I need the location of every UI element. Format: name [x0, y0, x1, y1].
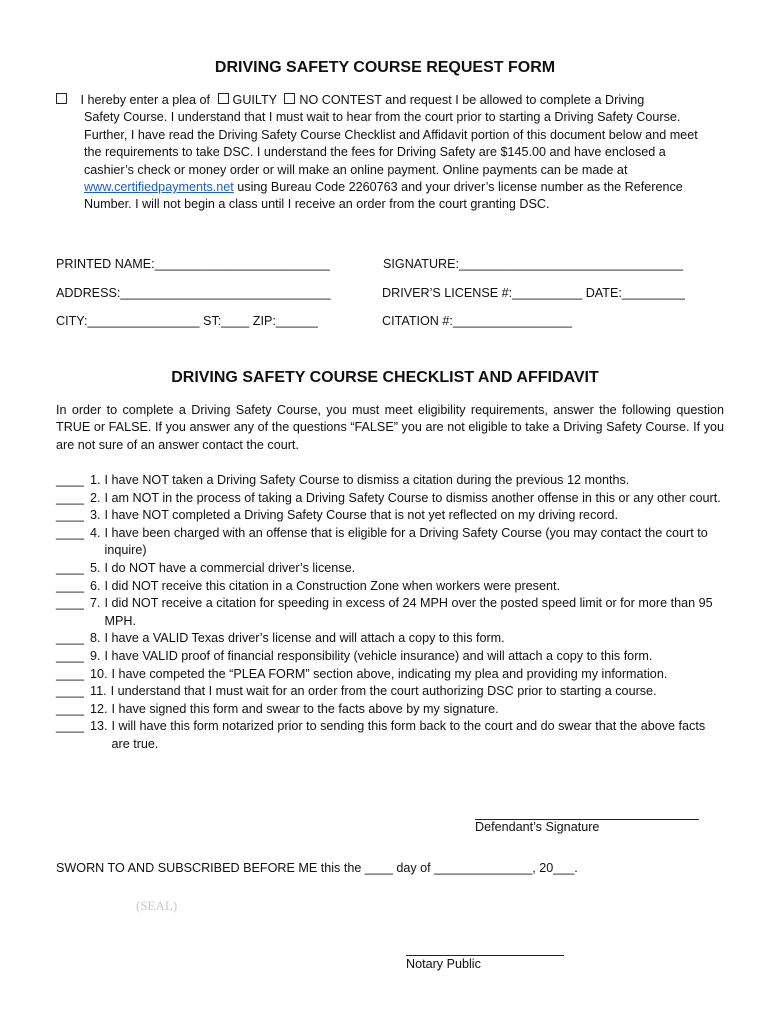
checklist-item [56, 666, 724, 684]
checklist-item [56, 701, 724, 719]
checklist-item [56, 525, 724, 560]
answer-blank[interactable]: ____ [56, 525, 85, 540]
checklist-item [56, 560, 724, 578]
checklist-item [56, 595, 724, 630]
citation-field[interactable]: CITATION #:_________________ [382, 314, 572, 328]
plea-checkbox[interactable] [56, 93, 67, 104]
plea-body-text: Safety Course. I understand that I must wait to hear from the court prior to starting a Driving Safety Course. Further, I have read the Driving Safety Course Checklist and Affidavit portion of this document below and meet the requirements to take DSC. I understand the fees for Driving Safety are $145.00 and have enclosed a cashier’s check or money order or will make an online payment. Online payments can be made at [84, 110, 698, 177]
checklist-item [56, 683, 724, 701]
item-number: 7. [90, 596, 101, 611]
sworn-statement: SWORN TO AND SUBSCRIBED BEFORE ME this the ____ day of ______________, 20___. [56, 861, 578, 875]
answer-blank[interactable]: ____ [56, 631, 85, 646]
answer-blank[interactable]: ____ [56, 596, 85, 611]
plea-prefix: I hereby enter a plea of [80, 93, 211, 107]
drivers-license-date-field[interactable]: DRIVER’S LICENSE #:__________ DATE:_________ [382, 286, 685, 300]
item-text: I have signed this form and swear to the facts above by my signature. [111, 701, 499, 716]
checklist-item [56, 507, 724, 525]
plea-first-line [56, 92, 716, 109]
item-text: I do NOT have a commercial driver’s license. [104, 560, 356, 575]
city-state-zip-field[interactable]: CITY:________________ ST:____ ZIP:______ [56, 314, 318, 328]
item-number: 13. [90, 719, 108, 734]
item-text: I have a VALID Texas driver’s license and will attach a copy to this form. [104, 631, 505, 646]
checklist-intro: In order to complete a Driving Safety Course, you must meet eligibility requirements, answer the following question TRUE or FALSE. If you answer any of the questions “FALSE” you are not eligible to take a Driving Safety Course. If you are not sure of an answer contact the court. [56, 403, 724, 452]
answer-blank[interactable]: ____ [56, 684, 85, 699]
item-text: I have VALID proof of financial responsibility (vehicle insurance) and will attach a copy to this form. [104, 648, 653, 663]
item-number: 5. [90, 560, 101, 575]
guilty-label: GUILTY [232, 93, 277, 107]
notary-seal-placeholder: (SEAL) [136, 898, 178, 913]
payment-link[interactable]: www.certifiedpayments.net [84, 180, 234, 195]
item-text: I have NOT taken a Driving Safety Course to dismiss a citation during the previous 12 months. [104, 473, 630, 487]
item-number: 1. [90, 473, 101, 487]
checklist-item [56, 472, 724, 490]
plea-body-text-end: using Bureau Code 2260763 and your driver’s license number as the Reference Number. I will not begin a class until I receive an order from the court granting DSC. [84, 180, 683, 212]
checklist-item [56, 630, 724, 648]
item-text: I will have this form notarized prior to sending this form back to the court and do swear that the above facts are true. [111, 719, 706, 751]
answer-blank[interactable]: ____ [56, 666, 85, 681]
item-number: 6. [90, 578, 101, 593]
plea-paragraph [56, 92, 716, 214]
no-contest-checkbox[interactable] [284, 93, 295, 104]
item-number: 12. [90, 701, 108, 716]
item-text: I did NOT receive a citation for speeding in excess of 24 MPH over the posted speed limit or for more than 95 MPH. [104, 596, 713, 628]
notary-public-label: Notary Public [406, 957, 481, 971]
answer-blank[interactable]: ____ [56, 508, 85, 523]
item-number: 8. [90, 631, 101, 646]
checklist-item [56, 648, 724, 666]
item-number: 4. [90, 525, 101, 540]
no-contest-label: NO CONTEST [299, 93, 382, 107]
answer-blank[interactable]: ____ [56, 719, 85, 734]
checklist-title: DRIVING SAFETY COURSE CHECKLIST AND AFFIDAVIT [171, 369, 599, 386]
answer-blank[interactable]: ____ [56, 473, 85, 487]
item-number: 10. [90, 666, 108, 681]
item-text: I have been charged with an offense that is eligible for a Driving Safety Course (you may contact the court to inquire) [104, 525, 708, 558]
answer-blank[interactable]: ____ [56, 701, 85, 716]
checklist-items [56, 472, 724, 754]
guilty-checkbox[interactable] [218, 93, 229, 104]
item-number: 9. [90, 648, 101, 663]
answer-blank[interactable]: ____ [56, 560, 85, 575]
notary-signature-line[interactable] [406, 955, 564, 956]
checklist-item [56, 578, 724, 596]
item-text: I understand that I must wait for an order from the court authorizing DSC prior to starting a course. [110, 684, 657, 699]
checklist-item [56, 718, 724, 753]
plea-body [56, 109, 716, 213]
answer-blank[interactable]: ____ [56, 490, 85, 505]
request-form-title: DRIVING SAFETY COURSE REQUEST FORM [214, 59, 556, 76]
item-text: I am NOT in the process of taking a Driving Safety Course to dismiss another offense in this or any other court. [104, 490, 721, 505]
answer-blank[interactable]: ____ [56, 578, 85, 593]
answer-blank[interactable]: ____ [56, 648, 85, 663]
item-text: I have competed the “PLEA FORM” section above, indicating my plea and providing my information. [111, 666, 668, 681]
signature-field[interactable]: SIGNATURE:________________________________ [383, 257, 684, 271]
item-number: 11. [90, 684, 107, 699]
defendant-signature-label: Defendant’s Signature [475, 820, 600, 834]
item-text: I have NOT completed a Driving Safety Course that is not yet reflected on my driving record. [104, 508, 619, 523]
item-number: 2. [90, 490, 101, 505]
printed-name-field[interactable]: PRINTED NAME:_________________________ [56, 257, 330, 271]
item-text: I did NOT receive this citation in a Construction Zone when workers were present. [104, 578, 560, 593]
address-field[interactable]: ADDRESS:______________________________ [56, 286, 331, 300]
checklist-item [56, 490, 724, 508]
plea-suffix: and request I be allowed to complete a Driving [385, 93, 645, 107]
item-number: 3. [90, 508, 101, 523]
